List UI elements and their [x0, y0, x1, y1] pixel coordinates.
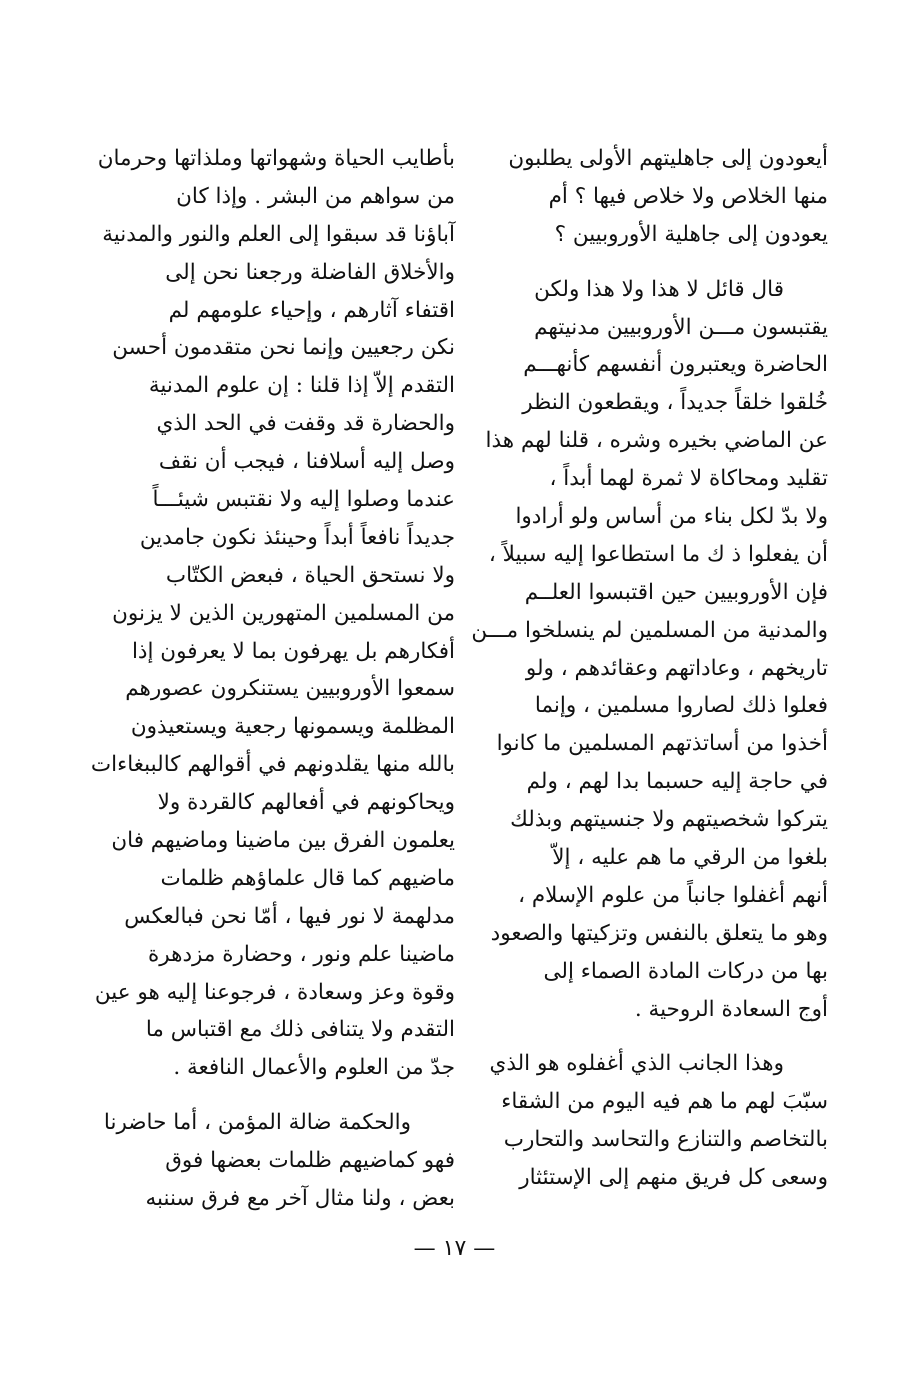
text-line: وسعى كل فريق منهم إلى الإستئثار: [519, 1165, 828, 1191]
paragraph: [471, 271, 828, 1029]
text-line: ولا بدّ لكل بناء من أساس ولو أرادوا: [515, 504, 828, 530]
text-line: جدّ من العلوم والأعمال النافعة .: [173, 1055, 455, 1081]
text-line: بالتخاصم والتنازع والتحاسد والتحارب: [503, 1127, 828, 1153]
text-line: فإن الأوروبيين حين اقتبسوا العلــم: [524, 579, 828, 605]
text-line: بالله منها يقلدونهم في أقوالهم كالببغاءات: [90, 752, 455, 778]
text-line: التقدم ولا يتنافى ذلك مع اقتباس ما: [145, 1017, 455, 1043]
text-line: بأطايب الحياة وشهواتها وملذاتها وحرمان: [97, 146, 455, 171]
text-line: وقوة وعز وسعادة ، فرجوعنا إليه هو عين: [94, 979, 455, 1005]
text-line: أن يفعلوا ذ ك ما استطاعوا إليه سبيلاً ،: [488, 541, 828, 567]
text-line: التقدم إلاّ إذا قلنا : إن علوم المدنية: [148, 373, 455, 399]
text-line: يعلمون الفرق بين ماضينا وماضيهم فان: [111, 828, 455, 854]
text-line: يعودون إلى جاهلية الأوروبيين ؟: [554, 221, 828, 247]
text-line: ماضينا علم ونور ، وحضارة مزدهرة: [147, 941, 455, 967]
text-line: بها من دركات المادة الصماء إلى: [543, 958, 828, 984]
text-line: ويحاكونهم في أفعالهم كالقردة ولا: [157, 790, 455, 816]
text-line: من سواهم من البشر . وإذا كان: [176, 183, 455, 209]
text-line: أيعودون إلى جاهليتهم الأولى يطلبون: [508, 146, 828, 171]
text-line: ولا نستحق الحياة ، فبعض الكتّاب: [165, 562, 455, 588]
text-line: ماضيهم كما قال علماؤهم ظلمات: [160, 865, 455, 891]
paragraph: [103, 1104, 455, 1218]
text-line: في حاجة إليه حسبما بدا لهم ، ولم: [526, 769, 828, 795]
text-line: منها الخلاص ولا خلاص فيها ؟ أم: [548, 183, 828, 209]
paragraph: [503, 140, 828, 254]
text-line: سمعوا الأوروبيين يستنكرون عصورهم: [125, 676, 455, 702]
text-line: فعلوا ذلك لصاروا مسلمين ، وإنما: [534, 693, 828, 719]
paragraph-gap: [503, 254, 828, 271]
text-line: يتركوا شخصيتهم ولا جنسيتهم وبذلك: [510, 807, 828, 833]
paragraph-gap: [130, 1087, 455, 1104]
text-line: تقليد ومحاكاة لا ثمرة لهما أبداً ،: [549, 466, 828, 492]
text-line: من المسلمين المتهورين الذين لا يزنون: [112, 600, 455, 626]
text-line: عن الماضي بخيره وشره ، قلنا لهم هذا: [485, 428, 828, 454]
text-line: والأخلاق الفاضلة ورجعنا نحن إلى: [165, 259, 455, 285]
text-line: وصل إليه أسلافنا ، فيجب أن نقف: [158, 449, 455, 475]
text-line: فهو كماضيهم ظلمات بعضها فوق: [165, 1148, 455, 1174]
text-line: خُلقوا خلقاً جديداً ، ويقطعون النظر: [522, 390, 828, 416]
text-line: والحكمة ضالة المؤمن ، أما حاضرنا: [103, 1110, 411, 1136]
text-line: وهذا الجانب الذي أغفلوه هو الذي: [489, 1051, 784, 1077]
left-text-column: [90, 140, 455, 1218]
text-line: أوج السعادة الروحية .: [634, 996, 828, 1022]
text-line: بعض ، ولنا مثال آخر مع فرق سننبه: [145, 1186, 455, 1212]
text-line: نكن رجعيين وإنما نحن متقدمون أحسن: [112, 335, 455, 361]
text-line: أنهم أغفلوا جانباً من علوم الإسلام ،: [518, 882, 828, 908]
text-line: الحاضرة ويعتبرون أنفسهم كأنهـــم: [523, 352, 828, 378]
text-line: أفكارهم بل يهرفون بما لا يعرفون إذا: [131, 638, 455, 664]
text-line: مدلهمة لا نور فيها ، أمّا نحن فبالعكس: [124, 903, 455, 929]
text-line: وهو ما يتعلق بالنفس وتزكيتها والصعود: [490, 920, 828, 946]
text-line: جديداً نافعاً أبداً وحينئذ نكون جامدين: [139, 524, 455, 550]
page-number: — ١٧ —: [413, 1236, 496, 1261]
paragraph: [90, 140, 455, 1087]
right-text-column: [471, 140, 828, 1197]
text-line: بلغوا من الرقي ما هم عليه ، إلاّ: [552, 845, 828, 871]
paragraph-gap: [503, 1028, 828, 1045]
text-line: المظلمة ويسمونها رجعية ويستعيذون: [130, 714, 455, 740]
text-line: سبّبَ لهم ما هم فيه اليوم من الشقاء: [501, 1089, 828, 1115]
text-line: والمدنية من المسلمين لم ينسلخوا مـــن: [471, 617, 828, 643]
text-line: والحضارة قد وقفت في الحد الذي: [156, 411, 455, 437]
text-line: عندما وصلوا إليه ولا نقتبس شيئـــاً: [152, 487, 455, 513]
text-line: آباؤنا قد سبقوا إلى العلم والنور والمدنية: [102, 221, 455, 247]
text-line: يقتبسون مـــن الأوروبيين مدنيتهم: [534, 314, 828, 340]
text-line: قال قائل لا هذا ولا هذا ولكن: [534, 276, 784, 302]
text-line: اقتفاء آثارهم ، وإحياء علومهم لم: [168, 297, 455, 323]
text-line: أخذوا من أساتذتهم المسلمين ما كانوا: [496, 731, 828, 757]
text-line: تاريخهم ، وعاداتهم وعقائدهم ، ولو: [525, 655, 828, 681]
paragraph: [489, 1045, 828, 1197]
